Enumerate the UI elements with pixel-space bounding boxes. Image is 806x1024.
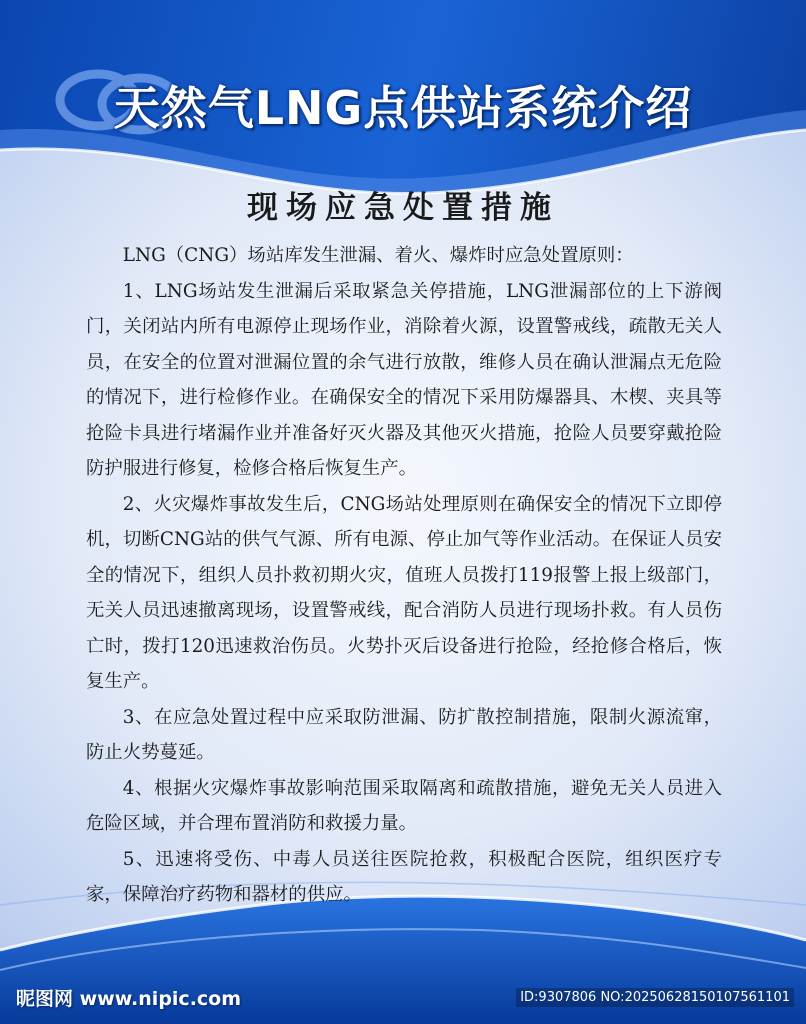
- site-watermark: 昵图网 www.nipic.com: [16, 988, 242, 1010]
- measure-paragraph-3: 3、在应急处置过程中应采取防泄漏、防扩散控制措施，限制火源流窜，防止火势蔓延。: [86, 706, 722, 763]
- measure-paragraph-1: 1、LNG场站发生泄漏后采取紧急关停措施，LNG泄漏部位的上下游阀门，关闭站内所有电源停止现场作业，消除着火源，设置警戒线，疏散无关人员，在安全的位置对泄漏位置的余气进行放散，维修人员在确认泄漏点无危险的情况下，进行检修作业。在确保安全的情况下采用防爆器具、木楔、夹具等抢险卡具进行堵漏作业并准备好灭火器及其他灭火措施，抢险人员要穿戴抢险防护服进行修复，检修合格后恢复生产。: [86, 280, 722, 479]
- section-heading: 现场应急处置措施: [247, 190, 559, 226]
- content-body: [86, 238, 722, 913]
- page-title: 天然气LNG点供站系统介绍: [113, 81, 693, 135]
- image-id-watermark: ID:9307806 NO:20250628150107561101: [516, 988, 794, 1007]
- measure-paragraph-5: 5、迅速将受伤、中毒人员送往医院抢救，积极配合医院，组织医疗专家，保障治疗药物和器材的供应。: [86, 848, 722, 905]
- measure-paragraph-4: 4、根据火灾爆炸事故影响范围采取隔离和疏散措施，避免无关人员进入危险区域，并合理布置消防和救援力量。: [86, 777, 722, 834]
- intro-paragraph: LNG（CNG）场站库发生泄漏、着火、爆炸时应急处置原则：: [122, 245, 634, 266]
- measure-paragraph-2: 2、火灾爆炸事故发生后，CNG场站处理原则在确保安全的情况下立即停机，切断CNG站的供气气源、所有电源、停止加气等作业活动。在保证人员安全的情况下，组织人员扑救初期火灾，值班人员拨打119报警上报上级部门，无关人员迅速撤离现场，设置警戒线，配合消防人员进行现场扑救。有人员伤亡时，拨打120迅速救治伤员。火势扑灭后设备进行抢险，经抢修合格后，恢复生产。: [86, 493, 722, 692]
